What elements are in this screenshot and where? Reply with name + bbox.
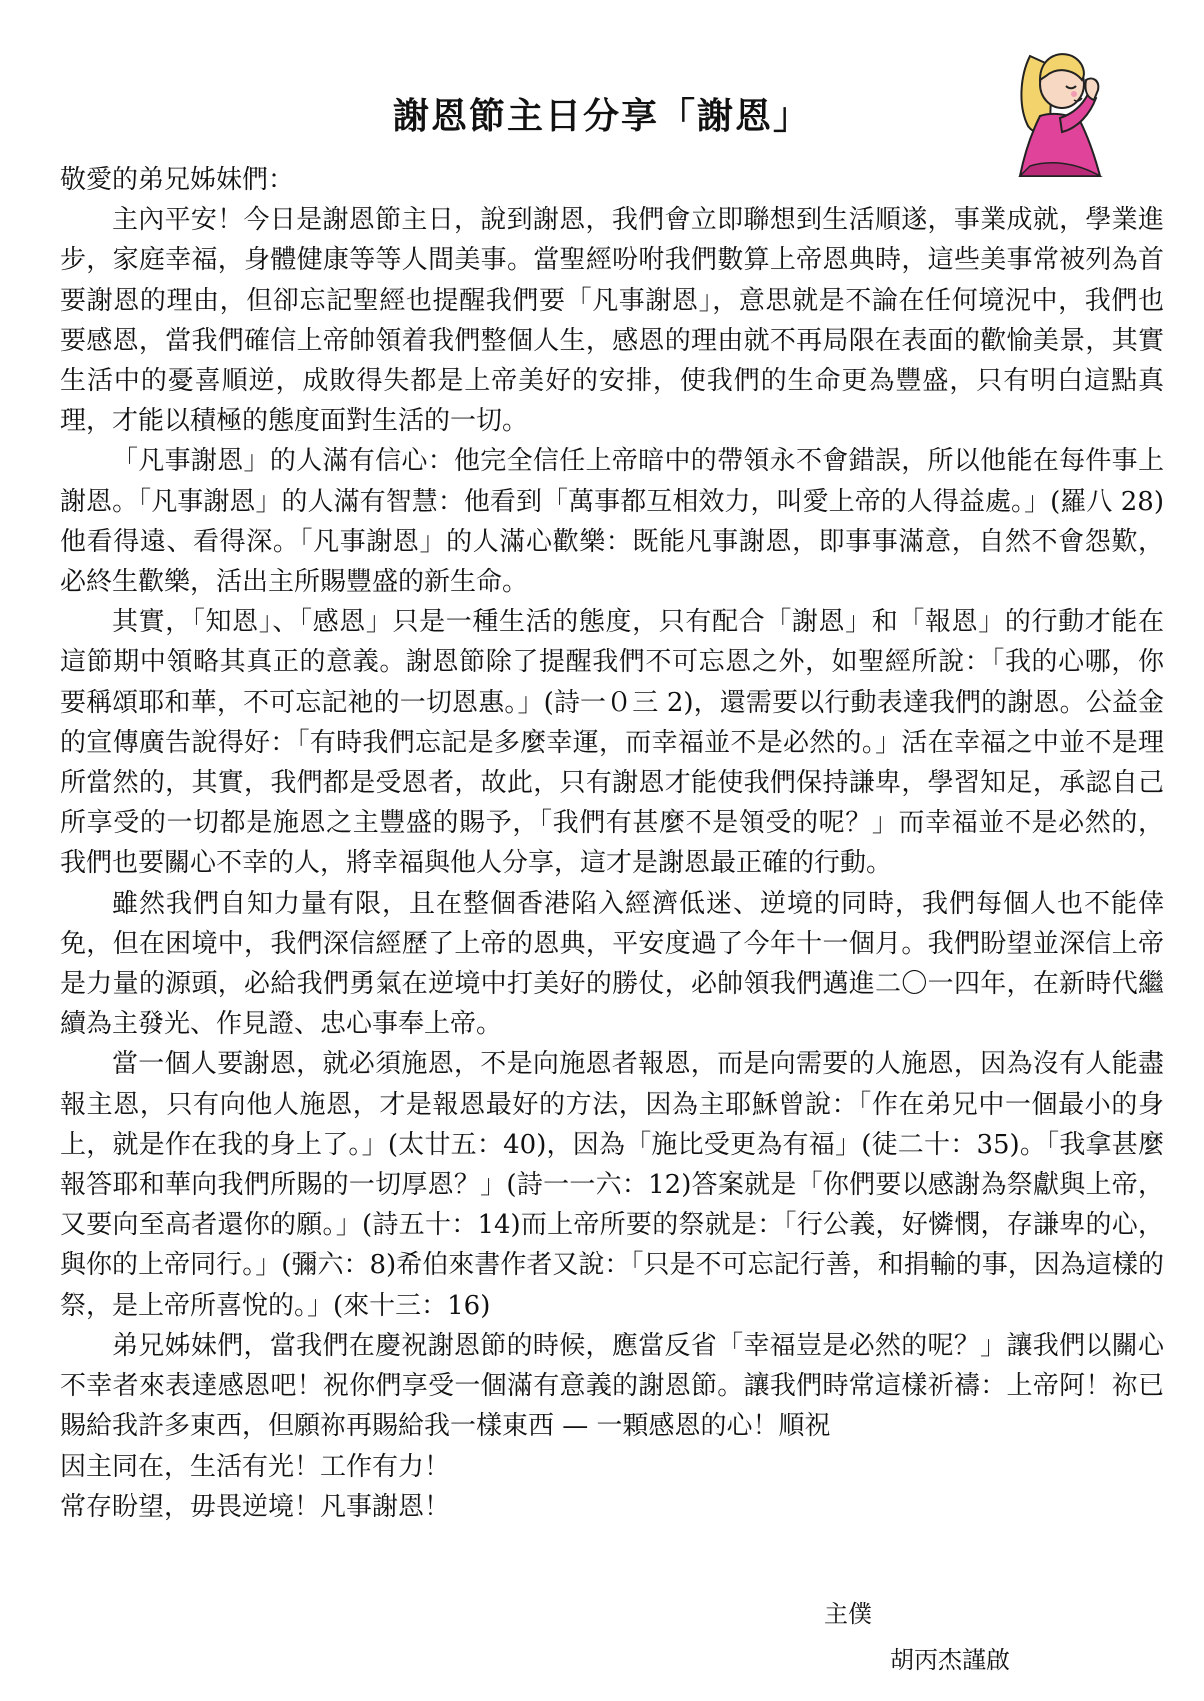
paragraph-6: 弟兄姊妹們，當我們在慶祝謝恩節的時候，應當反省「幸福豈是必然的呢？」讓我們以關心不幸者來表達感恩吧！祝你們享受一個滿有意義的謝恩節。讓我們時常這樣祈禱：上帝阿！祢已賜給我許多東西，但願祢再賜給我一樣東西 — 一顆感恩的心！順祝 <box>60 1330 1164 1442</box>
letter-body <box>60 160 1164 1527</box>
page-title: 謝恩節主日分享「謝恩」 <box>392 96 811 137</box>
signature-role: 主僕 <box>824 1600 872 1628</box>
paragraph-5: 當一個人要謝恩，就必須施恩，不是向施恩者報恩，而是向需要的人施恩，因為沒有人能盡報主恩，只有向他人施恩，才是報恩最好的方法，因為主耶穌曾說：「作在弟兄中一個最小的身上，就是作在我的身上了。」(太廿五：40)，因為「施比受更為有福」(徒二十：35)。「我拿甚麼報答耶和華向我們所賜的一切厚恩？」(詩一一六：12)答案就是「你們要以感謝為祭獻與上帝，又要向至高者還你的願。」(詩五十：14)而上帝所要的祭就是：「行公義，好憐憫，存謙卑的心，與你的上帝同行。」(彌六：8)希伯來書作者又說：「只是不可忘記行善，和捐輸的事，因為這樣的祭，是上帝所喜悅的。」(來十三：16) <box>60 1049 1164 1321</box>
signature-name: 胡丙杰謹啟 <box>890 1646 1010 1674</box>
closing-line-1: 因主同在，生活有光！工作有力！ <box>60 1451 451 1482</box>
paragraph-4: 雖然我們自知力量有限，且在整個香港陷入經濟低迷、逆境的同時，我們每個人也不能倖免，但在困境中，我們深信經歷了上帝的恩典，平安度過了今年十一個月。我們盼望並深信上帝是力量的源頭，必給我們勇氣在逆境中打美好的勝仗，必帥領我們邁進二〇一四年，在新時代繼續為主發光、作見證、忠心事奉上帝。 <box>60 888 1164 1040</box>
greeting: 敬愛的弟兄姊妹們： <box>60 165 295 195</box>
paragraph-3: 其實，「知恩」、「感恩」只是一種生活的態度，只有配合「謝恩」和「報恩」的行動才能在這節期中領略其真正的意義。謝恩節除了提醒我們不可忘恩之外，如聖經所說：「我的心哪，你要稱頌耶和華，不可忘記祂的一切恩惠。」(詩一０三 2)，還需要以行動表達我們的謝恩。公益金的宣傳廣告說得好：「有時我們忘記是多麼幸運，而幸福並不是必然的。」活在幸福之中並不是理所當然的，其實，我們都是受恩者，故此，只有謝恩才能使我們保持謙卑，學習知足，承認自己所享受的一切都是施恩之主豐盛的賜予，「我們有甚麼不是領受的呢？」而幸福並不是必然的，我們也要關心不幸的人，將幸福與他人分享，這才是謝恩最正確的行動。 <box>60 607 1164 879</box>
paragraph-2: 「凡事謝恩」的人滿有信心：他完全信任上帝暗中的帶領永不會錯誤，所以他能在每件事上謝恩。「凡事謝恩」的人滿有智慧：他看到「萬事都互相效力，叫愛上帝的人得益處。」(羅八 28)他看得遠、看得深。「凡事謝恩」的人滿心歡樂：既能凡事謝恩，即事事滿意，自然不會怨歎，必終生歡樂，活出主所賜豐盛的新生命。 <box>60 446 1164 598</box>
paragraph-1: 主內平安！今日是謝恩節主日，說到謝恩，我們會立即聯想到生活順遂，事業成就，學業進步，家庭幸福，身體健康等等人間美事。當聖經吩咐我們數算上帝恩典時，這些美事常被列為首要謝恩的理由，但卻忘記聖經也提醒我們要「凡事謝恩」，意思就是不論在任何境況中，我們也要感恩，當我們確信上帝帥領着我們整個人生，感恩的理由就不再局限在表面的歡愉美景，其實生活中的憂喜順逆，成敗得失都是上帝美好的安排，使我們的生命更為豐盛，只有明白這點真理，才能以積極的態度面對生活的一切。 <box>60 205 1164 437</box>
closing-line-2: 常存盼望，毋畏逆境！凡事謝恩！ <box>60 1491 451 1522</box>
